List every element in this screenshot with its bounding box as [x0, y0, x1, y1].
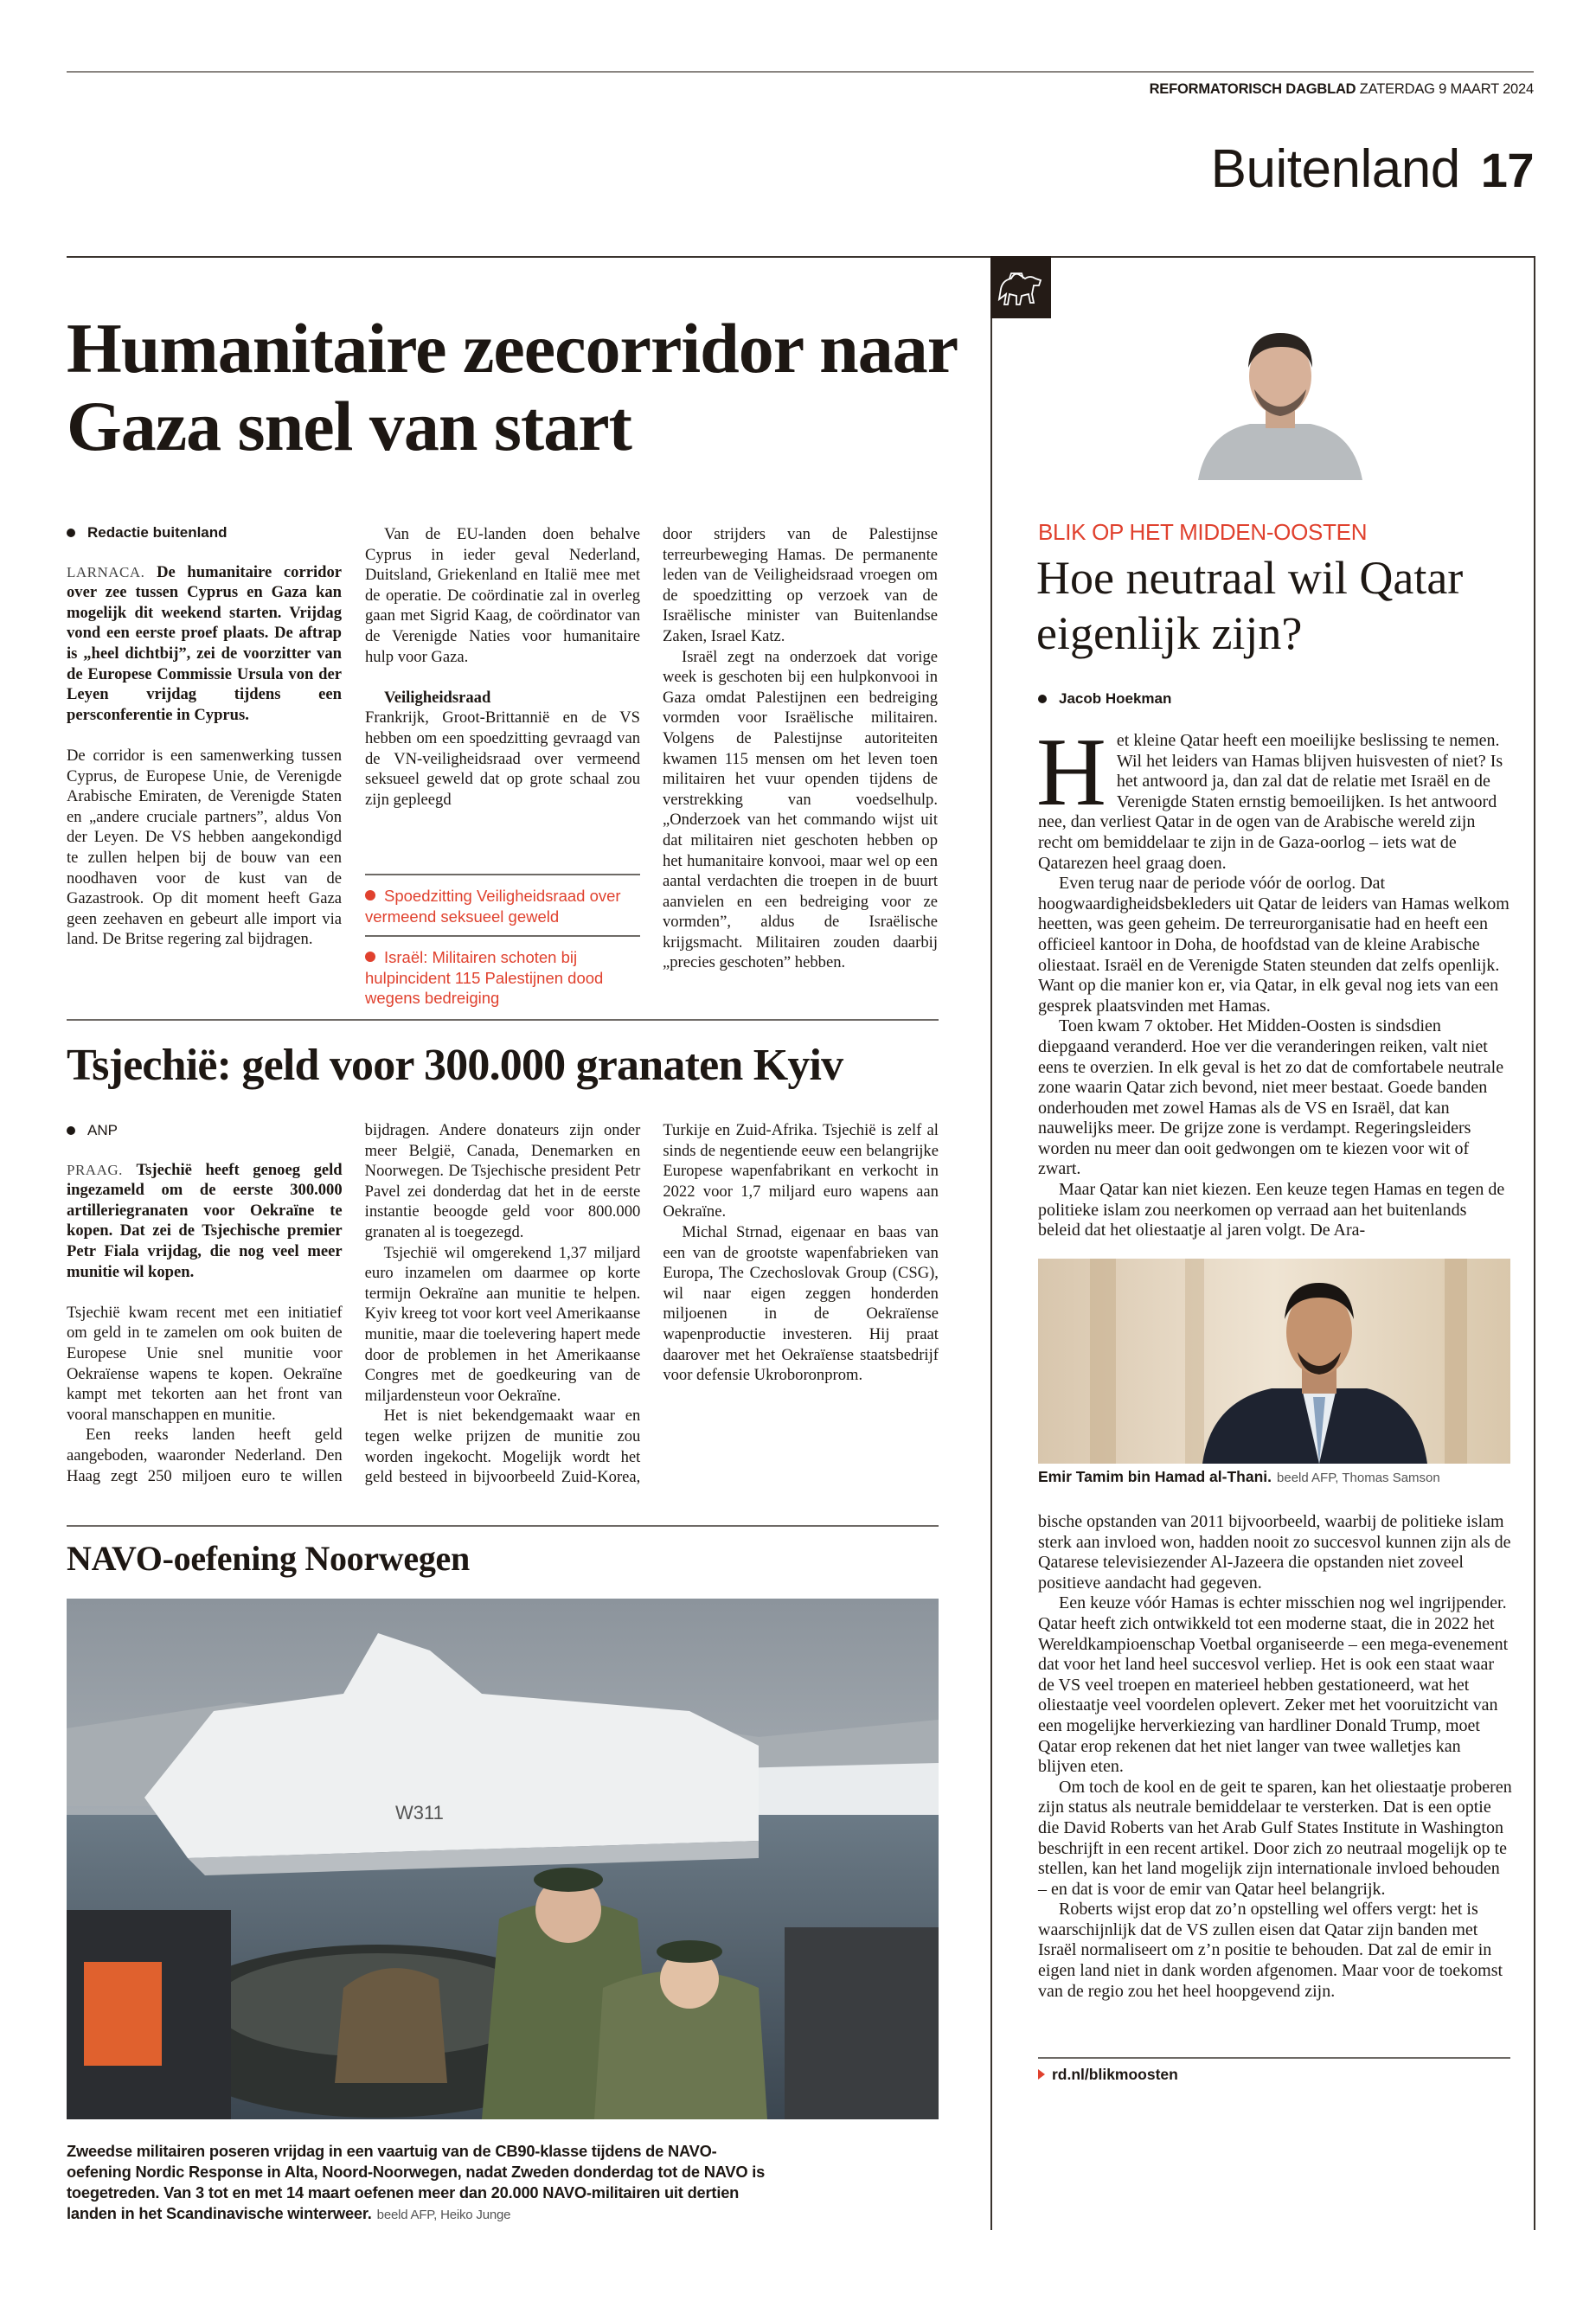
dateline: LARNACA.	[67, 563, 145, 580]
photo-credit: beeld AFP, Heiko Junge	[376, 2208, 511, 2222]
article1-paragraph: Van de EU-landen doen behalve Cyprus in ieder geval Nederland, Duitsland, Griekenland en Italië mee met de operatie. De coördinatie zal in overleg gaan met Sigrid Kaag, de coördinator van de Verenigde Naties voor humanitaire hulp voor Gaza.	[365, 525, 640, 666]
column-paragraph: Een keuze vóór Hamas is echter misschien nog wel ingrijpender. Qatar heeft zich ontwikkeld tot een moderne staat, die in 2022 het Wereldkampioenschap Voetbal organiseerde – een mega-evenement dat voor het land heel succesvol verliep. Het is ook een staat waar de VS veel troepen en materieel hebben gestationeerd, wat het oliestaatje veel voordelen oplevert. Zeker met het vooruitzicht van een mogelijke herverkiezing van hardliner Donald Trump, moet Qatar erop rekenen dat het niet langer van twee walletjes kan blijven eten.	[1038, 1593, 1509, 1777]
bullet-icon	[67, 529, 75, 537]
article1-paragraph: Israël zegt na onderzoek dat vorige week is geschoten bij een hulpkonvooi in Gaza omdat Palestijnen een bedreiging vormden voor Israëlische militairen. Volgens de Palestijnse autoriteiten kwamen 115 mensen om het leven toen militairen het vuur openden tijdens de verstrekking van voedselhulp. „Onderzoek van het commando wijst uit dat militairen niet geschoten hebben op het humanitaire konvooi, maar wel op een aantal verdachten die troepen in de buurt aanvielen en een bedreiging voor ze vormden”, aldus de Israëlische krijgsmacht. Militairen zouden daarbij „precies geschoten” hebben.	[663, 647, 938, 972]
article2-paragraph: Een reeks landen heeft geld aangeboden, waaronder Nederland. Den Haag zegt 250 miljoen euro te willen bijdragen. Andere donateurs zijn onder meer België, Canada, Denemarken en Noorwegen. De Tsjechische president Petr Pavel zei donderdag dat het in de eerste instantie beoogde geld voor 800.000 granaten al is toegezegd.	[67, 1121, 641, 1485]
dateline: PRAAG.	[67, 1161, 123, 1178]
bullet-icon	[365, 952, 375, 962]
related-link[interactable]	[365, 874, 640, 935]
bullet-icon	[67, 1126, 75, 1135]
column-paragraph	[1036, 719, 1512, 874]
byline-text: Redactie buitenland	[87, 524, 228, 541]
article1-byline	[67, 522, 342, 543]
bullet-icon	[1038, 695, 1047, 703]
article1-paragraph: De corridor is een samenwerking tussen Cyprus, de Europese Unie, de Verenigde Arabische Emiraten, de Verenigde Staten en „andere cruciale partners”, aldus Von der Leyen. De VS hebben aangekondigd te zullen helpen bij de bouw van een noodhaven voor de kust van de Gazastrook. Op dit moment heeft Gaza geen zeehaven en gebeurt alle import via land. De Britse regering zal bijdragen.	[67, 746, 342, 949]
related-link-text: Israël: Militairen schoten bij hulpincident 115 Palestijnen dood wegens bedreiging	[365, 948, 604, 1007]
author-photo	[1189, 316, 1371, 480]
divider	[67, 1019, 939, 1021]
paragraph-text: et kleine Qatar heeft een moeilijke beslissing te nemen. Wil het leiders van Hamas blijven huisvesten of niet? Is het antwoord ja, dan zal dat de relatie met Israël en de Verenigde Staten ernstig bemoeilijken. Is het antwoord nee, dan verliest Qatar in de ogen van de Arabische wereld zijn recht om bemiddelaar te zijn in de Gaza-oorlog – iets wat de Qatarezen heel graag doen.	[1038, 731, 1503, 873]
column-body-top	[1036, 719, 1512, 1241]
arrow-right-icon	[1038, 2069, 1045, 2080]
column-paragraph: Om toch de kool en de geit te sparen, kan het oliestaatje proberen zijn status als neutrale bemiddelaar te versterken. Dat is een optie die David Roberts van het Arab Gulf States Institute in Washington beschrijft in een recent artikel. Door zich zo neutraal mogelijk op te stellen, kan het land mogelijk zijn internationale invloed behouden – en dat is voor de emir van Qatar heel belangrijk.	[1038, 1777, 1512, 1899]
dropcap: H	[1036, 719, 1106, 826]
related-links	[365, 874, 640, 1017]
divider	[67, 1525, 939, 1527]
related-link[interactable]	[365, 935, 640, 1017]
column-headline[interactable]: Hoe neutraal wil Qatar eigenlijk zijn?	[1036, 552, 1464, 659]
article1-col1	[67, 522, 342, 950]
bullet-icon	[365, 890, 375, 901]
camel-icon	[990, 256, 1051, 318]
section-header	[1211, 138, 1534, 200]
article1-subhead: Veiligheidsraad	[384, 688, 491, 707]
column-paragraph: bische opstanden van 2011 bijvoorbeeld, waarbij de politieke islam sterk aan invloed won, hadden nooit zo succesvol kunnen zijn als de Qatarese televisiezender Al-Jazeera die opstanden niet zoveel positieve aandacht had gegeven.	[1038, 1512, 1511, 1593]
column-paragraph: Even terug naar de periode vóór de oorlog. Dat hoogwaardigheidsbekleders uit Qatar de leiders van Hamas welkom heetten, was geen geheim. De terreurorganisatie had en heeft een officieel kantoor in Doha, de hoofdstad van de kleine Arabische oliestaat. Israël en de Verenigde Staten steunden dat zelfs openlijk. Want op die manier kon er, via Qatar, in elk geval nog iets van een gesprek plaatsvinden met Hamas.	[1038, 874, 1509, 1016]
article2-paragraph: Tsjechië wil omgerekend 1,37 miljard euro inzamelen om daarmee op korte termijn Oekraïne aan munitie te helpen. Kyiv kreeg tot voor kort veel Amerikaanse munitie, maar die toelevering hapert mede door de problemen in het Amerikaanse Congres met de goedkeuring van de miljardensteun voor Oekraïne.	[364, 1243, 641, 1405]
caption-text: Zweedse militairen poseren vrijdag in een vaartuig van de CB90-klasse tijdens de NAVO-oefening Nordic Response in Alta, Noord-Noorwegen, nadat Zweden donderdag tot de NAVO is toegetreden. Van 3 tot en met 14 maart oefenen meer dan 20.000 NAVO-militairen uit dertien landen in het Scandinavische winterweer.	[67, 2142, 766, 2222]
masthead	[1150, 81, 1534, 98]
column-byline	[1038, 690, 1171, 708]
ship-marking: W311	[395, 1802, 444, 1823]
top-rule	[67, 71, 1534, 73]
article1-col2	[365, 524, 640, 810]
article1-col3	[663, 524, 938, 973]
column-paragraph: Maar Qatar kan niet kiezen. Een keuze tegen Hamas en tegen de politieke islam zou neerkomen op verraad aan het buitenlands beleid dat het oliestaatje al jaren volgt. De Ara-	[1038, 1180, 1505, 1240]
emir-photo	[1038, 1259, 1510, 1464]
paper-name: REFORMATORISCH DAGBLAD	[1149, 81, 1356, 97]
article2-lead	[67, 1160, 343, 1283]
article2-body	[67, 1120, 939, 1501]
article3-headline[interactable]: NAVO-oefening Noorwegen	[67, 1539, 470, 1578]
article1-lead	[67, 562, 342, 726]
section-title: Buitenland	[1210, 139, 1460, 199]
lead-text: De humanitaire corridor over zee tussen Cyprus en Gaza kan mogelijk dit weekend starten. Vrijdag vond een eerste proef plaats. De aftrap is „heel dichtbij”, zei de voorzitter van de Europese Commissie Ursula von der Leyen vrijdag tijdens een persconferentie in Cyprus.	[67, 562, 343, 724]
column-body-bottom	[1038, 1512, 1512, 2002]
photo-caption	[67, 2141, 776, 2226]
related-link-text: Spoedzitting Veiligheidsraad over vermeend seksueel geweld	[365, 887, 621, 926]
divider	[1038, 2057, 1510, 2059]
page-number: 17	[1480, 143, 1534, 197]
article2-paragraph: Tsjechië kwam recent met een initiatief om geld in te zamelen om ook buiten de Europese Unie snel munitie voor Oekraïense wapens te kopen. Oekraïne kampt met tekorten aan het front van vooral manschappen en munitie.	[67, 1303, 343, 1424]
column-paragraph: Toen kwam 7 oktober. Het Midden-Oosten is sindsdien diepgaand veranderd. Hoe ver die veranderingen reiken, valt niet eens te overzien. In elk geval is het zo dat de comfortabele neutrale zone waarin Qatar zich bevond, niet meer bestaat. Goede banden onderhouden met zowel Hamas als de VS en Israël, dat kan nauwelijks meer. De grijze zone is verdampt. Regeringsleiders worden nu meer dan ooit gedwongen om te kiezen voor wit of zwart.	[1038, 1016, 1504, 1179]
column-link[interactable]	[1038, 2066, 1178, 2084]
article-top-rule	[67, 256, 990, 258]
article2-paragraph: Michal Strnad, eigenaar en baas van een van de grootste wapenfabrieken van Europa, The Czechoslovak Group (CSG), wil naar eigen zeggen honderden miljoenen in de Oekraïense wapenproductie investeren. Hij praat daarover met het Oekraïense staatsbedrijf voor defensie Ukroboronprom.	[663, 1222, 939, 1385]
lead-text: Tsjechië heeft genoeg geld ingezameld om de eerste 300.000 artilleriegranaten voor Oekraïne te kopen. Dat zei de Tsjechische premier Petr Fiala vrijdag, die nog veel meer munitie wil kopen.	[67, 1160, 343, 1281]
column-kicker: BLIK OP HET MIDDEN-OOSTEN	[1038, 519, 1368, 545]
article1-paragraph: Frankrijk, Groot-Brittannië en de VS hebben om een spoedzitting gevraagd van de VN-veiligheidsraad over vermeend seksueel geweld dat op grote schaal zou zijn gepleegd	[365, 708, 640, 809]
article2-byline	[67, 1120, 343, 1141]
column-paragraph: Roberts wijst erop dat zo’n opstelling wel offers vergt: het is waarschijnlijk dat de VS zullen eisen dat Qatar zijn banden met Israël normaliseert om z’n positie te behouden. Dat zal de emir in eigen land niet in dank worden afgenomen. Maar voor de toekomst van de regio zou het heel hoopgevend zijn.	[1038, 1900, 1503, 2001]
link-text[interactable]: rd.nl/blikmoosten	[1052, 2066, 1178, 2083]
navo-exercise-photo	[67, 1599, 939, 2119]
article2-headline[interactable]: Tsjechië: geld voor 300.000 granaten Kyiv	[67, 1041, 843, 1090]
emir-photo-caption	[1038, 1468, 1440, 1486]
photo-credit: beeld AFP, Thomas Samson	[1277, 1471, 1440, 1485]
byline-text: Jacob Hoekman	[1059, 690, 1172, 707]
byline-text: ANP	[87, 1122, 118, 1138]
article2-paragraph: Het is niet bekendgemaakt waar en tegen welke prijzen de munitie zou worden ingekocht. Mogelijk wordt het geld besteed in bijvoorbeeld Zuid-Korea, Turkije en Zuid-Afrika. Tsjechië is zelf al sinds de negentiende eeuw een belangrijke Europese wapenfabrikant en verkocht in 2022 voor 1,7 miljard euro wapens aan Oekraïne.	[364, 1121, 939, 1487]
article1-headline[interactable]: Humanitaire zeecorridor naar Gaza snel van start	[67, 309, 957, 465]
article1-paragraph: door strijders van de Palestijnse terreurbeweging Hamas. De permanente leden van de Veiligheidsraad vroegen om de spoedzitting op verzoek van de Israëlische minister van Buitenlandse Zaken, Israel Katz.	[663, 525, 938, 645]
caption-text: Emir Tamim bin Hamad al-Thani.	[1038, 1468, 1272, 1485]
issue-date: ZATERDAG 9 MAART 2024	[1359, 81, 1534, 97]
